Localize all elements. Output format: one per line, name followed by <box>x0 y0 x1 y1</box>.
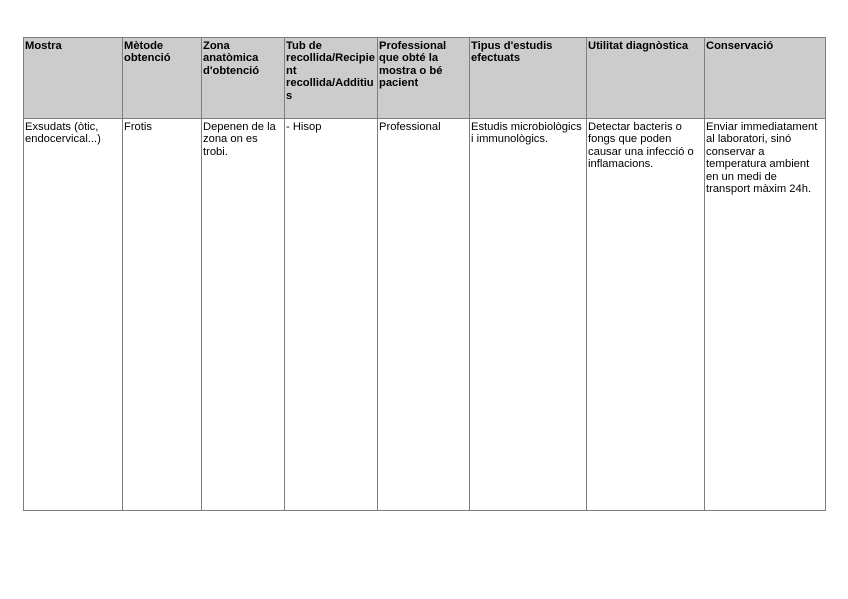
header-zona-anatomica: Zona anatòmica d'obtenció <box>202 38 285 119</box>
cell-tub-recollida: - Hisop <box>285 119 378 511</box>
header-utilitat-diagnostica: Utilitat diagnòstica <box>587 38 705 119</box>
cell-utilitat-diagnostica: Detectar bacteris o fongs que poden causar una infecció o inflamacions. <box>587 119 705 511</box>
header-professional: Professional que obté la mostra o bé pacient <box>378 38 470 119</box>
header-mostra: Mostra <box>24 38 123 119</box>
header-tipus-estudis: Tipus d'estudis efectuats <box>470 38 587 119</box>
cell-tipus-estudis: Estudis microbiològics i immunològics. <box>470 119 587 511</box>
cell-professional: Professional <box>378 119 470 511</box>
cell-metode-obtencio: Frotis <box>123 119 202 511</box>
header-conservacio: Conservació <box>705 38 826 119</box>
table-row <box>24 119 826 511</box>
cell-conservacio: Enviar immediatament al laboratori, sinó conservar a temperatura ambient en un medi de transport màxim 24h. <box>705 119 826 511</box>
table-header-row <box>24 38 826 119</box>
cell-mostra: Exsudats (òtic, endocervical...) <box>24 119 123 511</box>
header-metode-obtencio: Mètode obtenció <box>123 38 202 119</box>
cell-zona-anatomica: Depenen de la zona on es trobi. <box>202 119 285 511</box>
header-tub-recollida: Tub de recollida/Recipient recollida/Additius <box>285 38 378 119</box>
specimen-table <box>23 37 826 511</box>
